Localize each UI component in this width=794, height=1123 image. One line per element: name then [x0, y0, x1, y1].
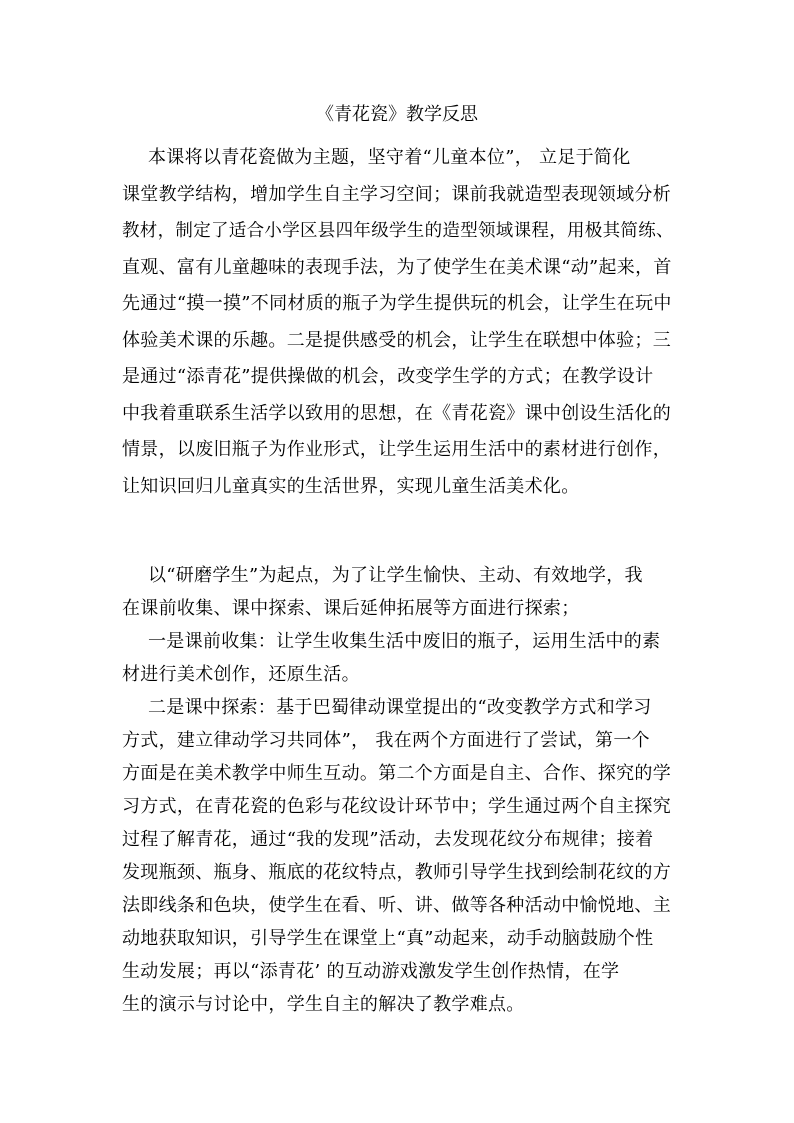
text-line: 先通过“摸一摸”不同材质的瓶子为学生提供玩的机会，让学生在玩中	[122, 293, 672, 314]
text-line: 过程了解青花，通过“我的发现”活动，去发现花纹分布规律；接着	[122, 829, 654, 850]
text-line: 让知识回归儿童真实的生活世界，实现儿童生活美术化。	[122, 475, 580, 497]
text-line: 习方式，在青花瓷的色彩与花纹设计环节中；学生通过两个自主探究	[122, 796, 671, 817]
text-line: 一是课前收集：让学生收集生活中废旧的瓶子，运用生活中的素	[148, 631, 661, 652]
text-line: 体验美术课的乐趣。二是提供感受的机会，让学生在联想中体验；三	[122, 329, 671, 351]
paragraph-2	[122, 559, 682, 1021]
text-line: 是通过“添青花”提供操做的机会，改变学生学的方式；在教学设计	[122, 366, 654, 387]
text-line: 生动发展；再以“添青花’ 的互动游戏激发学生创作热情，在学	[122, 961, 620, 982]
text-line: 法即线条和色块，使学生在看、听、讲、做等各种活动中愉悦地、主	[122, 895, 671, 916]
text-line: 二是课中探索：基于巴蜀律动课堂提出的“改变教学方式和学习	[148, 697, 652, 718]
text-line: 情景，以废旧瓶子为作业形式，让学生运用生活中的素材进行创作，	[122, 439, 671, 460]
text-line: 课堂教学结构，增加学生自主学习空间；课前我就造型表现领域分析	[122, 183, 671, 205]
text-line: 在课前收集、课中探索、课后延伸拓展等方面进行探索；	[122, 598, 580, 619]
text-line: 直观、富有儿童趣味的表现手法，为了使学生在美术课“动”起来，首	[122, 256, 672, 278]
text-line: 方式，建立律动学习共同体”， 我在两个方面进行了尝试，第一个	[122, 730, 650, 751]
text-line: 以“研磨学生”为起点，为了让学生愉快、主动、有效地学，我	[148, 565, 643, 586]
paragraph-1	[122, 140, 682, 505]
text-line: 材进行美术创作，还原生活。	[122, 664, 360, 685]
text-line: 本课将以青花瓷做为主题，坚守着“儿童本位”， 立足于简化	[148, 147, 631, 168]
text-line: 中我着重联系生活学以致用的思想，在《青花瓷》课中创设生活化的	[122, 402, 671, 424]
text-line: 教材，制定了适合小学区县四年级学生的造型领域课程，用极其简练、	[122, 221, 674, 241]
text-line: 动地获取知识，引导学生在课堂上“真”动起来，动手动脑鼓励个性	[122, 928, 654, 949]
document-title: 《青花瓷》教学反思	[316, 104, 478, 125]
text-line: 发现瓶颈、瓶身、瓶底的花纹特点，教师引导学生找到绘制花纹的方	[122, 862, 671, 883]
text-line: 方面是在美术教学中师生互动。第二个方面是自主、合作、探究的学	[122, 763, 671, 784]
text-line: 生的演示与讨论中，学生自主的解决了教学难点。	[122, 994, 525, 1015]
